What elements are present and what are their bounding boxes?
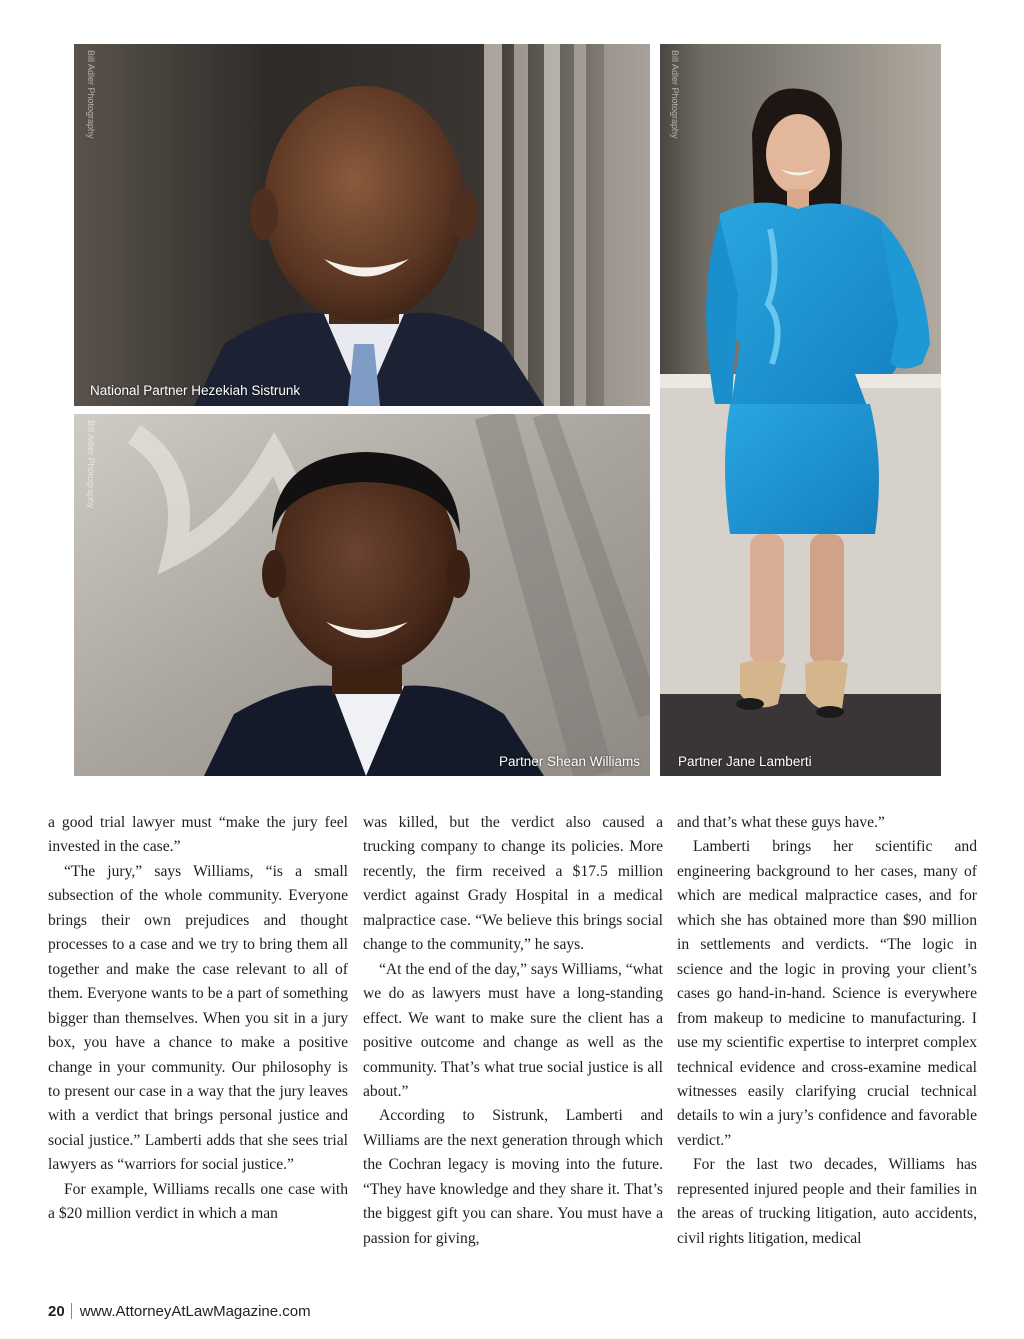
website-link[interactable]: www.AttorneyAtLawMagazine.com — [79, 1303, 311, 1320]
photo-caption: Partner Jane Lamberti — [678, 754, 812, 769]
photo-jane-lamberti — [660, 44, 941, 776]
paragraph: “The jury,” says Williams, “is a small subsection of the whole community. Everyone brings their own prejudices and thought processes to a case and we try to bring them all together and make the case relevant to all of them. Everyone wants to be a part of something bigger than themselves. When you sit in a jury box, you have a chance to make a positive change in your community. Our philosophy is to present our case in a way that the jury leaves with a verdict that brings personal justice and social justice.” Lamberti adds that she sees trial lawyers as “warriors for social justice.” — [48, 862, 348, 1174]
paragraph: For the last two decades, Williams has represented injured people and their families in the areas of trucking litigation, auto accidents, civil rights litigation, medical — [677, 1156, 977, 1247]
photo-caption: National Partner Hezekiah Sistrunk — [90, 383, 301, 398]
article-column-3 — [677, 811, 977, 1251]
paragraph: a good trial lawyer must “make the jury feel invested in the case.” — [48, 814, 348, 856]
sistrunk-portrait-illustration — [74, 44, 650, 406]
article-column-1 — [48, 811, 348, 1227]
page-footer — [48, 1303, 311, 1320]
photo-caption: Partner Shean Williams — [499, 754, 641, 769]
photo-shean-williams — [74, 414, 650, 776]
footer-divider — [71, 1303, 72, 1319]
photo-credit: Bill Adler Photography — [86, 50, 96, 139]
photo-credit: Bill Adler Photography — [670, 50, 680, 139]
paragraph: For example, Williams recalls one case with a $20 million verdict in which a man — [48, 1180, 348, 1223]
paragraph: and that’s what these guys have.” — [677, 814, 885, 831]
photo-hezekiah-sistrunk — [74, 44, 650, 406]
paragraph: “At the end of the day,” says Williams, “what we do as lawyers must have a long-standing effect. We want to make sure the client has a positive outcome and change as well as the community. That’s what true social justice is all about.” — [363, 960, 663, 1100]
paragraph: Lamberti brings her scientific and engineering background to her cases, many of which are medical malpractice cases, and for which she has obtained more than $90 million in settlements and verdicts. “The logic in science and the logic in proving your client’s cases go hand-in-hand. Science is everywhere from makeup to medicine to manufacturing. I use my scientific expertise to interpret complex technical evidence and cross-examine medical witnesses easily clarifying crucial technical details to win a jury’s confidence and favorable verdict.” — [677, 838, 977, 1149]
photo-credit: Bill Adler Photography — [86, 420, 96, 509]
williams-portrait-illustration — [74, 414, 650, 776]
paragraph: According to Sistrunk, Lamberti and Williams are the next generation through which the Cochran legacy is moving into the future. “They have knowledge and they share it. That’s the biggest gift you can share. You must have a passion for giving, — [363, 1107, 663, 1247]
lamberti-portrait-illustration — [660, 44, 941, 776]
page-number: 20 — [48, 1303, 65, 1320]
paragraph: was killed, but the verdict also caused a trucking company to change its policies. More recently, the firm received a $17.5 million verdict against Grady Hospital in a medical malpractice case. “We believe this brings social change to the community,” he says. — [363, 814, 663, 954]
article-column-2 — [363, 811, 663, 1251]
